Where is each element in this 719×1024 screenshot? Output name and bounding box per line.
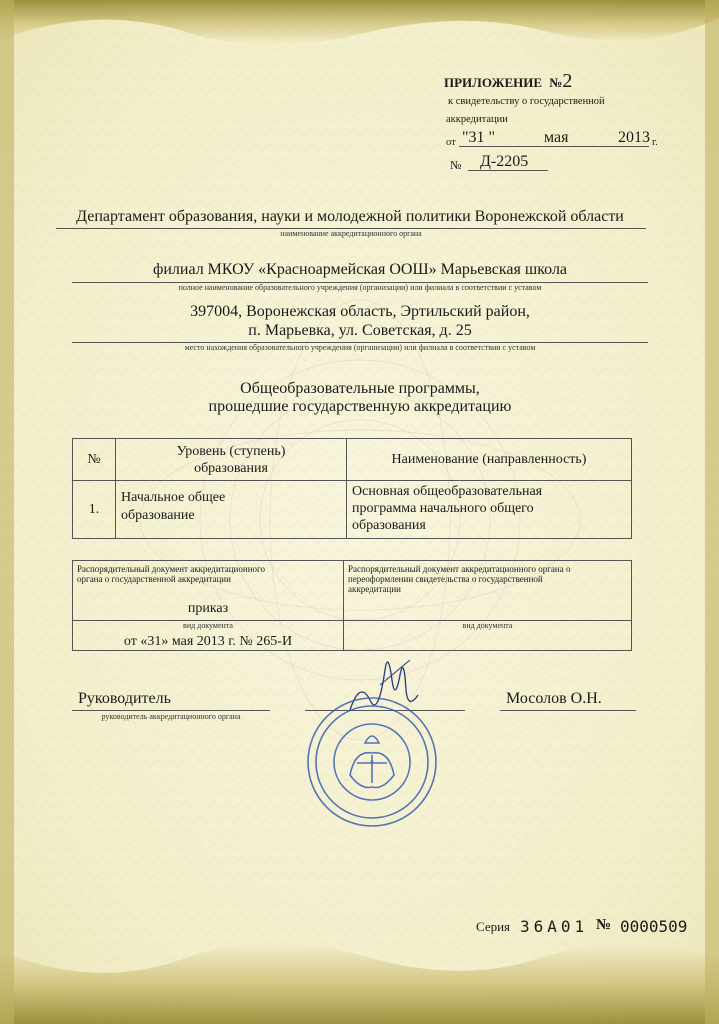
orders-row-top: [73, 561, 632, 621]
col-name-header: Наименование (направленность): [347, 439, 632, 481]
col-level-header: [116, 439, 347, 481]
programs-table: [72, 438, 632, 539]
col-level-header-line2: образования: [194, 460, 268, 476]
row-program-name: [347, 481, 632, 539]
table-row: [73, 481, 632, 539]
certificate-date: [446, 129, 662, 150]
organ-caption: наименование аккредитационного органа: [280, 229, 422, 238]
orders-right-heading2: переоформлении свидетельства о государственной: [348, 574, 543, 584]
signature-role-caption: руководитель аккредитационного органа: [101, 712, 241, 721]
reg-number-sign: №: [450, 158, 462, 172]
orders-left-heading1: Распорядительный документ аккредитационного: [77, 564, 265, 574]
row-program-line3: образования: [352, 518, 426, 533]
col-number-header: №: [73, 439, 116, 481]
date-month: мая: [544, 129, 569, 146]
appendix-number: 2: [562, 70, 573, 92]
accreditation-organ-name: Департамент образования, науки и молодежной политики Воронежской области: [76, 208, 624, 225]
appendix-title: [444, 70, 572, 93]
row-level-line1: Начальное общее: [121, 490, 226, 505]
row-level-line2: образование: [121, 508, 195, 523]
orders-left-cell: [73, 561, 344, 621]
orders-left-heading2: органа о государственной аккредитации: [77, 574, 231, 584]
orders-right-doc-caption: вид документа: [462, 621, 513, 630]
orders-right-cell: [344, 561, 632, 621]
row-level: [116, 481, 347, 539]
date-day: "31 ": [462, 129, 496, 146]
registration-number: [450, 153, 550, 172]
reg-number: Д-2205: [480, 153, 529, 170]
orders-left-detail-cell: [73, 621, 344, 651]
row-program-line2: программа начального общего: [352, 501, 534, 516]
series-number: 0000509: [620, 917, 688, 936]
orders-left-detail: от «31» мая 2013 г. № 265-И: [123, 634, 293, 649]
programs-title-line2: прошедшие государственную аккредитацию: [208, 398, 512, 415]
header-line2: аккредитации: [446, 114, 508, 125]
orders-right-heading1: Распорядительный документ аккредитационного органа о: [348, 564, 571, 574]
official-stamp: [305, 695, 440, 830]
series-number-sign: №: [596, 917, 612, 933]
orders-table: [72, 560, 632, 651]
programs-title-line1: Общеобразовательные программы,: [240, 380, 480, 397]
orders-right-heading3: аккредитации: [348, 584, 401, 594]
programs-table-header: [73, 439, 632, 481]
orders-left-doc-type: приказ: [187, 601, 229, 616]
appendix-number-sign: №: [549, 75, 563, 90]
address-line2: п. Марьевка, ул. Советская, д. 25: [248, 322, 472, 339]
date-year: 2013: [618, 129, 650, 146]
date-year-suffix: г.: [652, 137, 658, 148]
institution-name: филиал МКОУ «Красноармейская ООШ» Марьевская школа: [152, 261, 568, 278]
institution-caption: полное наименование образовательного учреждения (организации) или филиала в соответствии с уставом: [178, 283, 542, 292]
signatory-name: Мосолов О.Н.: [506, 690, 602, 707]
row-program-line1: Основная общеобразовательная: [352, 484, 543, 499]
appendix-title-text: ПРИЛОЖЕНИЕ: [444, 75, 543, 90]
address-line1: 397004, Воронежская область, Эртильский район,: [190, 303, 530, 320]
orders-left-doc-caption: вид документа: [183, 621, 233, 630]
address-caption: место нахождения образовательного учреждения (организации) или филиала в соответствии с уставом: [184, 343, 536, 352]
series-code: 36А01: [520, 917, 589, 936]
row-number: 1.: [73, 481, 116, 539]
date-from-label: от: [446, 137, 456, 148]
header-line1: к свидетельству о государственной: [448, 96, 605, 107]
series-label: Серия: [476, 919, 511, 934]
col-level-header-line1: Уровень (ступень): [176, 443, 286, 459]
signature-role: Руководитель: [78, 690, 171, 707]
